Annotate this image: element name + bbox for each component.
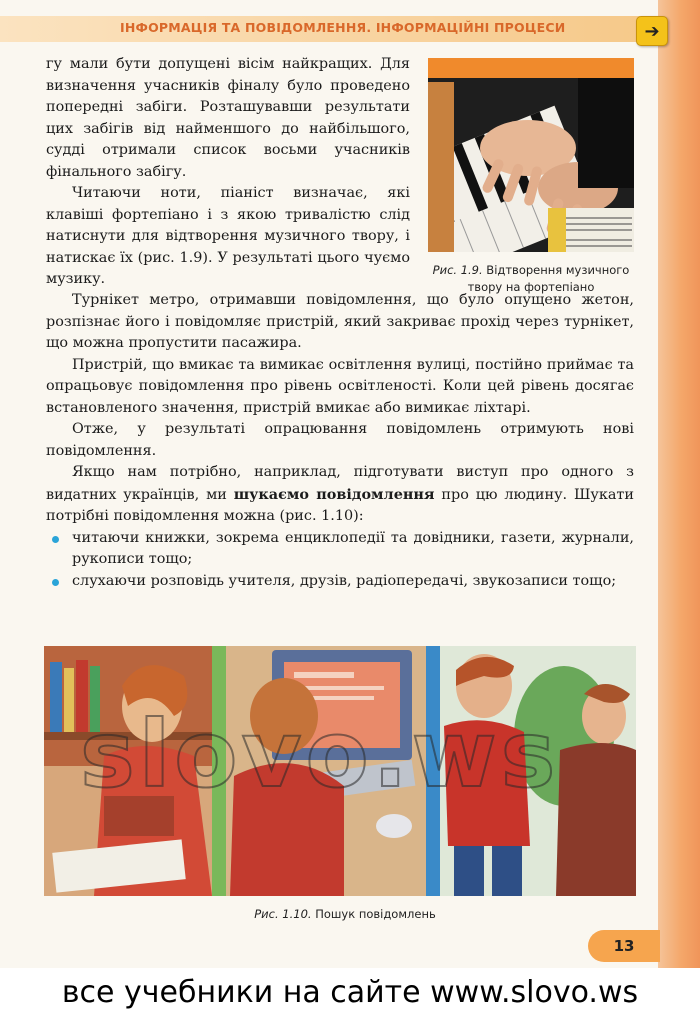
text-column-main — [46, 290, 634, 592]
figure-piano-illustration — [428, 58, 634, 252]
side-color-stripe — [658, 0, 700, 968]
watermark-text: slovo.ws — [80, 701, 560, 808]
figure-1-9-caption-text: Відтворення музичного твору на фортепіано — [467, 263, 630, 294]
highlighted-term: шукаємо повідомлення — [233, 485, 435, 503]
figure-1-10-label: Рис. 1.10. — [254, 907, 312, 921]
paragraph-3: Турнікет метро, отримавши повідомлення, що було опущено жетон, розпізнає його і повідомляє пристрій, який закриває прохід через турнікет, що можна пропустити пасажира. — [46, 292, 634, 351]
figure-1-10-caption-text: Пошук повідомлень — [311, 907, 436, 921]
paragraph-4: Пристрій, що вмикає та вимикає освітлення вулиці, постійно приймає та опрацьовує повідомлення про рівень освітленості. Коли цей рівень досягає встановленого значення, пристрій вмикає або вимикає ліхтарі. — [46, 356, 634, 416]
paragraph-5: Отже, у результаті опрацювання повідомлень отримують нові повідомлення. — [46, 421, 634, 459]
footer-banner: все учебники на сайте www.slovo.ws — [61, 975, 639, 1010]
list-item: слухаючи розповідь учителя, друзів, радіопередачі, звукозаписи тощо; — [46, 571, 634, 593]
paragraph-2: Читаючи ноти, піаніст визначає, які клавіші фортепіано і з якою тривалістю слід натиснути для відтворення музичного твору, і натискає їх (рис. 1.9). У результаті цього чуємо музику. — [46, 185, 410, 287]
paragraph-1: гу мали бути допущені вісім найкращих. Для визначення учасників фіналу було проведено попередні забіги. Розташувавши результати цих забігів від найменшого до найбільшого, судді отримали список восьми учасників фінального забігу. — [46, 56, 410, 180]
figure-1-10-caption — [200, 906, 490, 923]
search-methods-list — [46, 528, 634, 593]
piano-hands-image — [428, 58, 634, 252]
page-number: 13 — [588, 930, 660, 962]
paragraph-6-end: про цю людину. Шукати потрібні повідомлення можна (рис. 1.10): — [46, 486, 634, 524]
arrow-right-icon[interactable]: ➔ — [636, 16, 668, 46]
paragraph-6-start: Якщо нам потрібно, наприклад, підготувати виступ про одного з видатних українців, ми — [46, 464, 634, 503]
paragraph-6 — [46, 462, 634, 528]
section-title: ІНФОРМАЦІЯ ТА ПОВІДОМЛЕННЯ. ІНФОРМАЦІЙНІ ПРОЦЕСИ — [120, 20, 566, 35]
figure-1-9-label: Рис. 1.9. — [432, 263, 483, 277]
list-item: читаючи книжки, зокрема енциклопедії та довідники, газети, журнали, рукописи тощо; — [46, 528, 634, 571]
text-column-top — [46, 54, 410, 291]
